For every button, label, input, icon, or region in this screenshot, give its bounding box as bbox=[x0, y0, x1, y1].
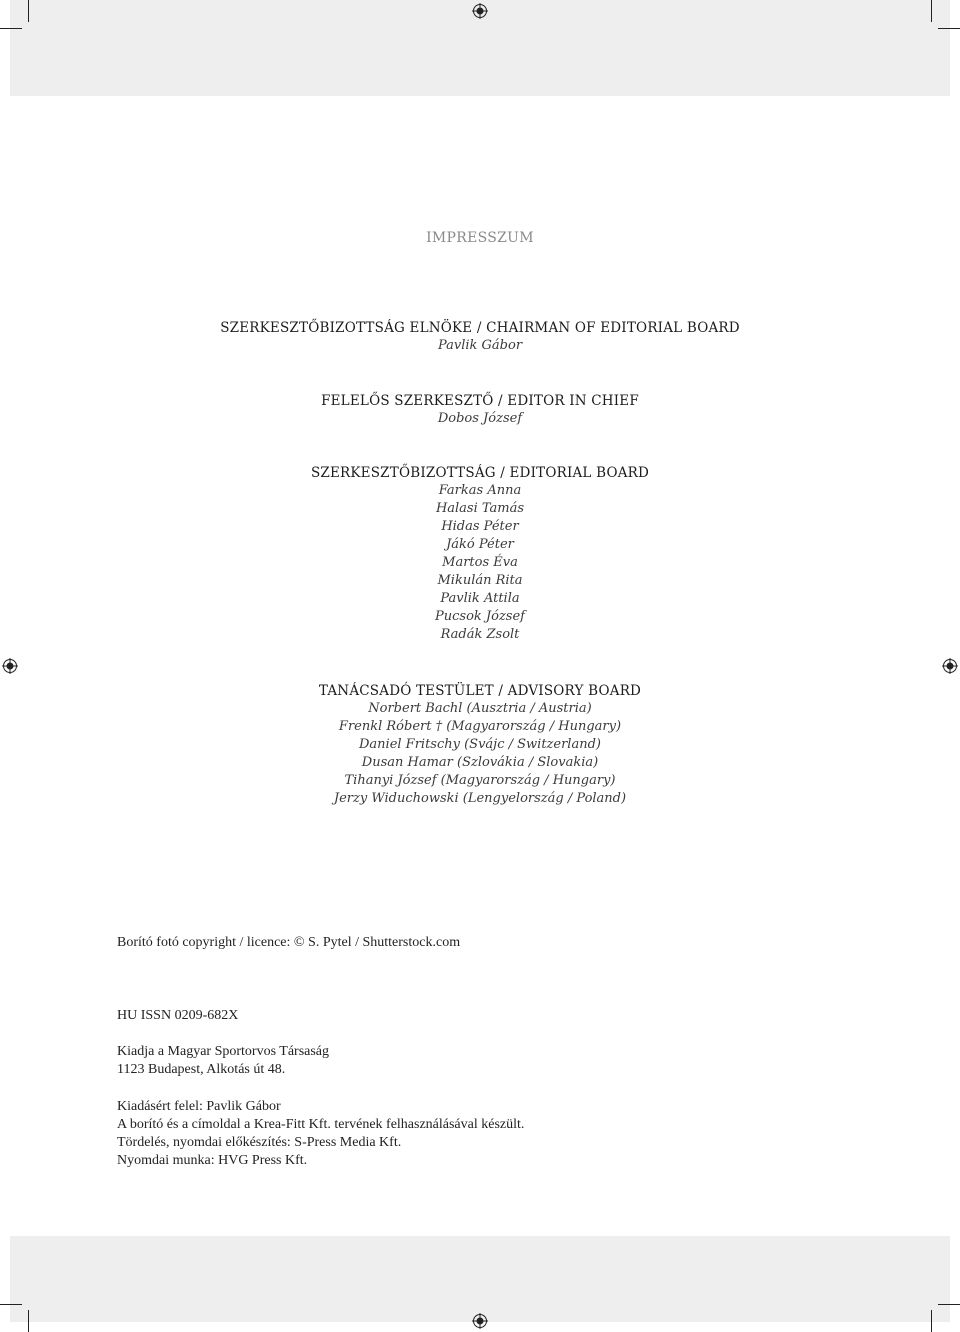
board-member: Hidas Péter bbox=[441, 519, 519, 534]
issn-line: HU ISSN 0209-682X bbox=[117, 1008, 239, 1023]
board-member: Tihanyi József (Magyarország / Hungary) bbox=[344, 773, 616, 788]
board-member: Mikulán Rita bbox=[437, 573, 523, 588]
crop-mark bbox=[28, 0, 29, 22]
credits-line: Tördelés, nyomdai előkészítés: S-Press Media Kft. bbox=[117, 1135, 402, 1150]
board-member: Norbert Bachl (Ausztria / Austria) bbox=[368, 701, 592, 716]
credits-line: A borító és a címoldal a Krea-Fitt Kft. tervének felhasználásával készült. bbox=[117, 1117, 525, 1132]
crop-mark bbox=[938, 1304, 960, 1305]
cover-photo-credit: Borító fotó copyright / licence: © S. Pytel / Shutterstock.com bbox=[117, 935, 461, 950]
crop-mark bbox=[938, 28, 960, 29]
publisher-block bbox=[117, 1043, 857, 1079]
section-title: TANÁCSADÓ TESTÜLET / ADVISORY BOARD bbox=[318, 683, 642, 699]
registration-mark-icon bbox=[472, 3, 488, 19]
board-member: Pavlik Gábor bbox=[437, 338, 523, 353]
section-title: SZERKESZTŐBIZOTTSÁG / EDITORIAL BOARD bbox=[310, 465, 650, 481]
section-title: SZERKESZTŐBIZOTTSÁG ELNÖKE / CHAIRMAN OF EDITORIAL BOARD bbox=[220, 320, 740, 336]
section-editorial-chair bbox=[0, 319, 960, 355]
board-member: Halasi Tamás bbox=[435, 501, 525, 516]
page-heading: IMPRESSZUM bbox=[426, 230, 534, 246]
credits-line: Nyomdai munka: HVG Press Kft. bbox=[117, 1153, 308, 1168]
crop-mark bbox=[28, 1310, 29, 1332]
board-member: Pucsok József bbox=[435, 609, 525, 624]
board-member: Jerzy Widuchowski (Lengyelország / Poland) bbox=[333, 791, 627, 806]
board-member: Frenkl Róbert † (Magyarország / Hungary) bbox=[338, 719, 622, 734]
board-member: Radák Zsolt bbox=[440, 627, 520, 642]
board-member: Daniel Fritschy (Svájc / Switzerland) bbox=[359, 737, 601, 752]
board-member: Dobos József bbox=[437, 411, 523, 426]
publisher-line: 1123 Budapest, Alkotás út 48. bbox=[117, 1062, 286, 1077]
board-member: Farkas Anna bbox=[438, 483, 522, 498]
section-editor-in-chief bbox=[0, 392, 960, 428]
credits-line: Kiadásért felel: Pavlik Gábor bbox=[117, 1099, 281, 1114]
credits-block bbox=[117, 1098, 857, 1170]
board-member: Pavlik Attila bbox=[440, 591, 520, 606]
crop-mark bbox=[931, 0, 932, 22]
crop-mark bbox=[0, 1304, 22, 1305]
section-title: FELELŐS SZERKESZTŐ / EDITOR IN CHIEF bbox=[321, 393, 639, 409]
crop-mark bbox=[0, 28, 22, 29]
registration-mark-icon bbox=[942, 658, 958, 674]
board-member: Dusan Hamar (Szlovákia / Slovakia) bbox=[361, 755, 599, 770]
registration-mark-icon bbox=[472, 1313, 488, 1329]
board-member: Jákó Péter bbox=[446, 537, 514, 552]
board-member: Martos Éva bbox=[442, 555, 518, 570]
publisher-line: Kiadja a Magyar Sportorvos Társaság bbox=[117, 1044, 330, 1059]
crop-mark bbox=[931, 1310, 932, 1332]
registration-mark-icon bbox=[2, 658, 18, 674]
bottom-print-band bbox=[10, 1236, 950, 1322]
section-advisory-board bbox=[0, 682, 960, 808]
section-editorial-board bbox=[0, 464, 960, 644]
